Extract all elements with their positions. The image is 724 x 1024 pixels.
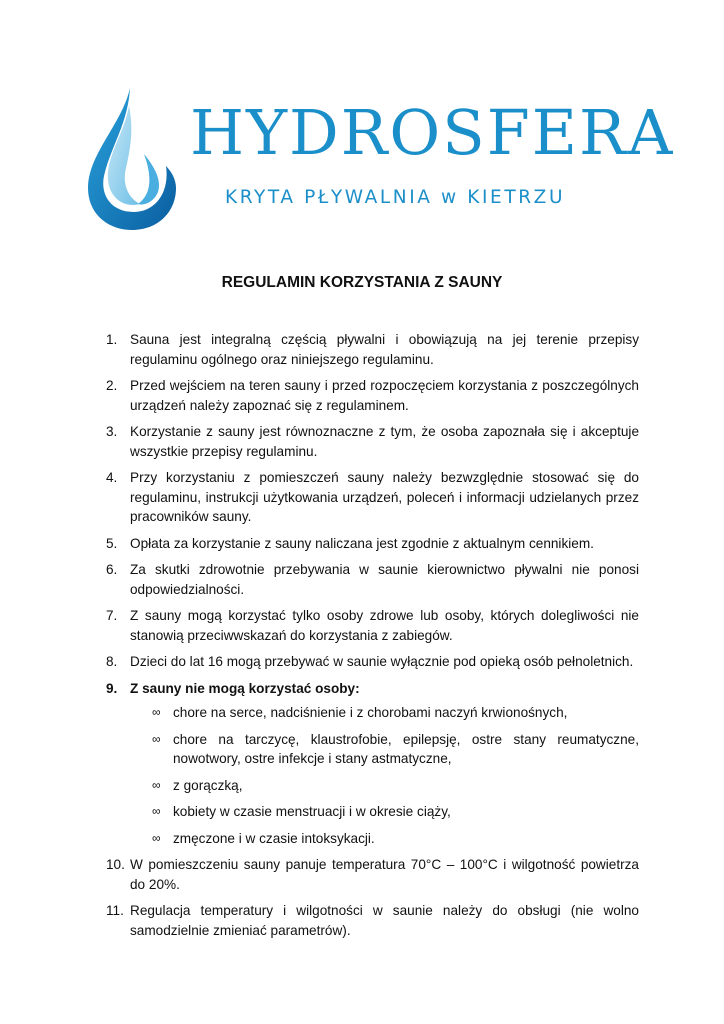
rule-item xyxy=(106,606,639,645)
infinity-bullet-icon: ∞ xyxy=(152,705,161,719)
rule-item xyxy=(106,468,639,527)
rule-text: Dzieci do lat 16 mogą przebywać w saunie wyłącznie pod opieką osób pełnoletnich. xyxy=(130,654,634,669)
rule-number: 6. xyxy=(106,562,118,577)
contraindications-list xyxy=(130,703,639,848)
rule-number: 9. xyxy=(106,680,118,696)
rule-text: Korzystanie z sauny jest równoznaczne z tym, że osoba zapoznała się i akceptuje wszystkie przepisy regulaminu. xyxy=(130,424,639,459)
rule-number: 11. xyxy=(106,903,124,918)
contraindication-item xyxy=(130,730,639,769)
rule-text: Opłata za korzystanie z sauny naliczana jest zgodnie z aktualnym cennikiem. xyxy=(130,535,594,551)
rule-item xyxy=(106,679,639,849)
hydrosfera-logo xyxy=(82,84,675,234)
contraindication-item xyxy=(130,776,639,796)
infinity-bullet-icon: ∞ xyxy=(152,731,161,746)
rule-item xyxy=(106,901,639,940)
contraindication-item xyxy=(130,703,639,723)
infinity-bullet-icon: ∞ xyxy=(152,830,161,845)
rule-number: 10. xyxy=(106,857,125,872)
rule-item xyxy=(106,855,639,894)
rule-item xyxy=(106,652,639,672)
infinity-bullet-icon: ∞ xyxy=(152,777,161,792)
rule-number: 4. xyxy=(106,470,118,485)
contraindication-text: z gorączką, xyxy=(173,777,243,793)
water-drop-icon xyxy=(82,84,182,234)
logo-subtitle: KRYTA PŁYWALNIA w KIETRZU xyxy=(225,187,566,208)
rule-item xyxy=(106,330,639,369)
rule-number: 7. xyxy=(106,608,118,623)
rule-text: Za skutki zdrowotnie przebywania w saunie kierownictwo pływalni nie ponosi odpowiedzialności. xyxy=(130,562,639,597)
rule-text: Z sauny nie mogą korzystać osoby: xyxy=(130,680,360,696)
rule-item xyxy=(106,560,639,599)
contraindication-text: chore na serce, nadciśnienie i z chorobami naczyń krwionośnych, xyxy=(173,705,568,720)
rule-text: Przy korzystaniu z pomieszczeń sauny należy bezwzględnie stosować się do regulaminu, instrukcji użytkowania urządzeń, poleceń i informacji udzielanych przez pracowników sauny. xyxy=(130,470,639,524)
rule-number: 3. xyxy=(106,424,118,439)
rule-item xyxy=(106,534,639,554)
rule-text: Regulacja temperatury i wilgotności w saunie należy do obsługi (nie wolno samodzielnie zmieniać parametrów). xyxy=(130,903,639,938)
rule-number: 1. xyxy=(106,332,118,347)
rule-text: Sauna jest integralną częścią pływalni i obowiązują na jej terenie przepisy regulaminu ogólnego oraz niniejszego regulaminu. xyxy=(130,332,639,367)
contraindication-text: kobiety w czasie menstruacji i w okresie ciąży, xyxy=(173,804,451,819)
rule-text: Z sauny mogą korzystać tylko osoby zdrowe lub osoby, których dolegliwości nie stanowią przeciwwskazań do korzystania z zabiegów. xyxy=(130,608,639,643)
document-title: REGULAMIN KORZYSTANIA Z SAUNY xyxy=(221,274,503,291)
rules-list xyxy=(106,330,639,947)
contraindication-item xyxy=(130,802,639,822)
contraindication-text: chore na tarczycę, klaustrofobie, epilepsję, ostre stany reumatyczne, nowotwory, ostre infekcje i stany astmatyczne, xyxy=(173,731,639,766)
rule-text: W pomieszczeniu sauny panuje temperatura 70°C – 100°C i wilgotność powietrza do 20%. xyxy=(130,857,639,892)
rule-number: 5. xyxy=(106,535,118,551)
contraindication-item xyxy=(130,829,639,849)
infinity-bullet-icon: ∞ xyxy=(152,804,161,818)
contraindication-text: zmęczone i w czasie intoksykacji. xyxy=(173,830,375,846)
rule-item xyxy=(106,422,639,461)
rule-number: 2. xyxy=(106,378,118,393)
logo-wordmark: HYDROSFERA xyxy=(190,96,675,169)
rule-text: Przed wejściem na teren sauny i przed rozpoczęciem korzystania z poszczególnych urządzeń należy zapoznać się z regulaminem. xyxy=(130,378,639,413)
rule-number: 8. xyxy=(106,654,118,669)
rule-item xyxy=(106,376,639,415)
